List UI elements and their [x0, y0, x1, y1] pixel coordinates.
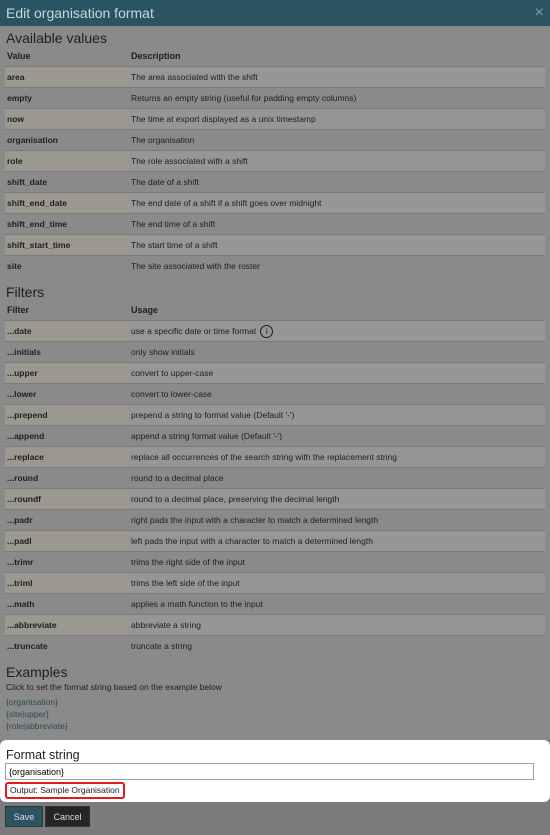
table-row	[5, 531, 545, 552]
usage-cell-text: left pads the input with a character to match a determined length	[131, 536, 373, 546]
usage-cell	[129, 447, 545, 468]
description-cell	[129, 172, 545, 193]
usage-cell-text: applies a math function to the input	[131, 599, 263, 609]
filter-cell: ...initials	[5, 342, 129, 363]
description-cell-text: The time at export displayed as a unix timestamp	[131, 114, 316, 124]
usage-cell	[129, 594, 545, 615]
usage-cell	[129, 615, 545, 636]
table-row	[5, 235, 545, 256]
table-row	[5, 615, 545, 636]
table-row	[5, 573, 545, 594]
usage-cell-text: truncate a string	[131, 641, 192, 651]
format-string-input[interactable]	[5, 763, 534, 780]
table-row	[5, 151, 545, 172]
filter-cell: ...triml	[5, 573, 129, 594]
format-panel	[0, 740, 550, 802]
description-cell-text: The site associated with the roster	[131, 261, 260, 271]
table-row	[5, 426, 545, 447]
value-cell: shift_start_time	[5, 235, 129, 256]
usage-cell	[129, 468, 545, 489]
filter-cell: ...replace	[5, 447, 129, 468]
filter-cell: ...lower	[5, 384, 129, 405]
table-row	[5, 636, 545, 657]
usage-cell	[129, 384, 545, 405]
output-preview: Output: Sample Organisation	[5, 782, 125, 799]
table-row	[5, 193, 545, 214]
available-values-table	[5, 46, 545, 276]
filter-cell: ...roundf	[5, 489, 129, 510]
filter-cell: ...upper	[5, 363, 129, 384]
filter-cell: ...append	[5, 426, 129, 447]
usage-cell-text: convert to upper-case	[131, 368, 214, 378]
value-cell: area	[5, 67, 129, 88]
usage-cell	[129, 636, 545, 657]
example-link[interactable]: {site|upper}	[6, 709, 49, 719]
filter-cell: ...prepend	[5, 405, 129, 426]
save-button[interactable]: Save	[5, 806, 43, 827]
info-icon[interactable]: i	[260, 325, 273, 338]
table-row	[5, 552, 545, 573]
value-cell: shift_end_date	[5, 193, 129, 214]
table-row	[5, 172, 545, 193]
usage-cell	[129, 405, 545, 426]
usage-cell-text: replace all occurrences of the search string with the replacement string	[131, 452, 397, 462]
value-cell: site	[5, 256, 129, 277]
description-cell-text: Returns an empty string (useful for padding empty columns)	[131, 93, 357, 103]
value-cell: role	[5, 151, 129, 172]
description-cell-text: The end date of a shift if a shift goes over midnight	[131, 198, 322, 208]
table-row	[5, 67, 545, 88]
usage-cell-text: use a specific date or time format	[131, 325, 257, 336]
value-cell: shift_end_time	[5, 214, 129, 235]
table-row	[5, 321, 545, 342]
description-cell	[129, 235, 545, 256]
description-cell	[129, 193, 545, 214]
table-row	[5, 109, 545, 130]
usage-cell-text: convert to lower-case	[131, 389, 212, 399]
value-cell: now	[5, 109, 129, 130]
filter-cell: ...padl	[5, 531, 129, 552]
usage-cell	[129, 531, 545, 552]
filter-cell: ...round	[5, 468, 129, 489]
table-row	[5, 130, 545, 151]
column-header-filter: Filter	[7, 305, 30, 315]
filter-cell: ...abbreviate	[5, 615, 129, 636]
column-header-usage: Usage	[131, 305, 159, 315]
table-row	[5, 447, 545, 468]
description-cell	[129, 88, 545, 109]
value-cell: shift_date	[5, 172, 129, 193]
filter-cell: ...padr	[5, 510, 129, 531]
close-icon[interactable]: ×	[534, 4, 544, 21]
filter-cell: ...math	[5, 594, 129, 615]
usage-cell	[129, 426, 545, 447]
example-link[interactable]: {organisation}	[6, 697, 58, 707]
column-header-value: Value	[7, 51, 31, 61]
table-row	[5, 405, 545, 426]
dialog-title: Edit organisation format	[6, 5, 154, 21]
description-cell	[129, 151, 545, 172]
examples-list	[0, 696, 550, 732]
format-string-label: Format string	[6, 748, 80, 762]
table-row	[5, 256, 545, 277]
examples-title: Examples	[6, 664, 68, 680]
description-cell-text: The role associated with a shift	[131, 156, 248, 166]
description-cell-text: The organisation	[131, 135, 195, 145]
usage-cell-text: trims the left side of the input	[131, 578, 240, 588]
value-cell: empty	[5, 88, 129, 109]
filter-cell: ...truncate	[5, 636, 129, 657]
filter-cell: ...trimr	[5, 552, 129, 573]
usage-cell-text: trims the right side of the input	[131, 557, 245, 567]
table-row	[5, 88, 545, 109]
description-cell-text: The start time of a shift	[131, 240, 218, 250]
filters-table	[5, 300, 545, 656]
usage-cell-text: append a string format value (Default '-')	[131, 431, 283, 441]
cancel-button[interactable]: Cancel	[45, 806, 90, 827]
description-cell	[129, 256, 545, 277]
table-row	[5, 342, 545, 363]
usage-cell	[129, 321, 545, 342]
description-cell	[129, 130, 545, 151]
usage-cell-text: round to a decimal place, preserving the decimal length	[131, 494, 340, 504]
value-cell: organisation	[5, 130, 129, 151]
description-cell-text: The date of a shift	[131, 177, 200, 187]
available-values-title: Available values	[6, 30, 107, 46]
usage-cell-text: prepend a string to format value (Default '-')	[131, 410, 295, 420]
table-row	[5, 489, 545, 510]
usage-cell-text: right pads the input with a character to match a determined length	[131, 515, 379, 525]
usage-cell	[129, 552, 545, 573]
filters-title: Filters	[6, 284, 45, 300]
table-row	[5, 510, 545, 531]
usage-cell-text: round to a decimal place	[131, 473, 224, 483]
description-cell-text: The end time of a shift	[131, 219, 216, 229]
usage-cell	[129, 342, 545, 363]
example-link[interactable]: {role|abbreviate}	[6, 721, 68, 731]
table-row	[5, 594, 545, 615]
examples-intro: Click to set the format string based on the example below	[6, 682, 222, 692]
filter-cell: ...date	[5, 321, 129, 342]
table-row	[5, 214, 545, 235]
description-cell-text: The area associated with the shift	[131, 72, 258, 82]
column-header-description: Description	[131, 51, 181, 61]
dialog-titlebar	[0, 0, 550, 26]
dialog-footer	[0, 802, 550, 835]
description-cell	[129, 67, 545, 88]
usage-cell	[129, 573, 545, 594]
table-row	[5, 363, 545, 384]
table-row	[5, 384, 545, 405]
description-cell	[129, 214, 545, 235]
usage-cell	[129, 489, 545, 510]
table-row	[5, 468, 545, 489]
description-cell	[129, 109, 545, 130]
usage-cell	[129, 363, 545, 384]
usage-cell	[129, 510, 545, 531]
dialog-content[interactable]	[0, 26, 550, 740]
usage-cell-text: only show initials	[131, 347, 195, 357]
usage-cell-text: abbreviate a string	[131, 620, 201, 630]
